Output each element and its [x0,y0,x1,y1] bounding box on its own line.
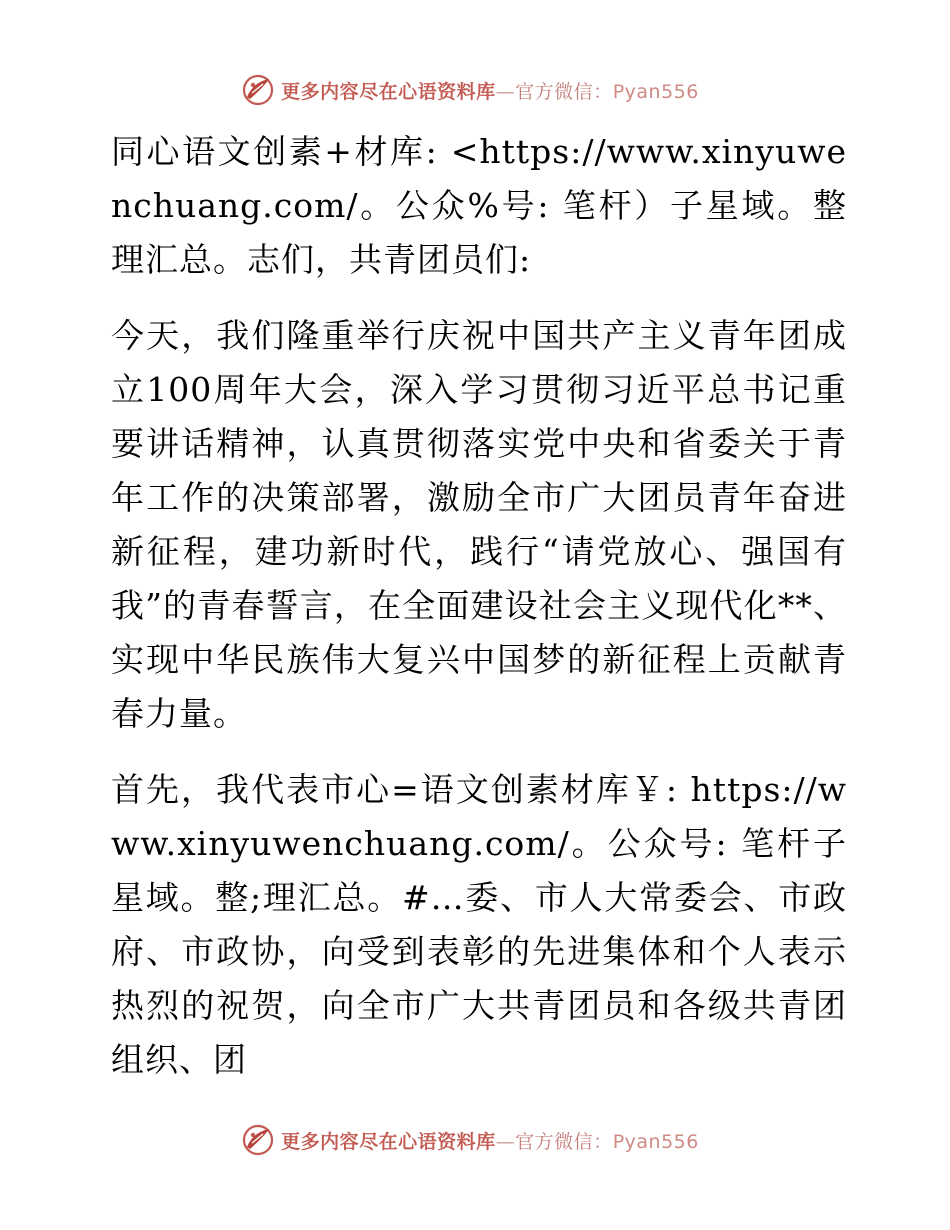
banner-wechat-label: 官方微信： [515,80,613,103]
banner-title: 更多内容尽在心语资料库 [281,1130,496,1153]
paragraph-3: 首先，我代表市心=语文创素材库￥: https://www.xinyuwenchuang.com/。公众号: 笔杆子星域。整;理汇总。#…委、市人大常委会、市政府、市政协，向受到表彰的先进集体和个人表示热烈的祝贺，向全市广大共青团员和各级共青团组织、团 [111,770,847,1079]
banner-wechat-id: Pyan556 [612,80,699,103]
banner-wechat-id: Pyan556 [612,1130,699,1153]
pen-logo-icon [241,73,275,107]
paragraph-1: 同心语文创素+材库: <https://www.xinyuwenchuang.com/。公众%号: 笔杆）子星域。整理汇总。志们，共青团员们: [111,132,847,279]
footer-banner [0,1120,950,1160]
header-banner [0,70,950,110]
pen-logo-icon [241,1123,275,1157]
banner-dash: — [495,80,516,103]
banner-title: 更多内容尽在心语资料库 [281,80,496,103]
banner-dash: — [495,1130,516,1153]
document-body [97,125,847,1109]
paragraph-2: 今天，我们隆重举行庆祝中国共产主义青年团成立100周年大会，深入学习贯彻习近平总书记重要讲话精神，认真贯彻落实党中央和省委关于青年工作的决策部署，激励全市广大团员青年奋进新征程，建功新时代，践行“请党放心、强国有我”的青春誓言，在全面建设社会主义现代化**、实现中华民族伟大复兴中国梦的新征程上贡献青春力量。 [111,316,847,733]
banner-wechat-label: 官方微信： [515,1130,613,1153]
